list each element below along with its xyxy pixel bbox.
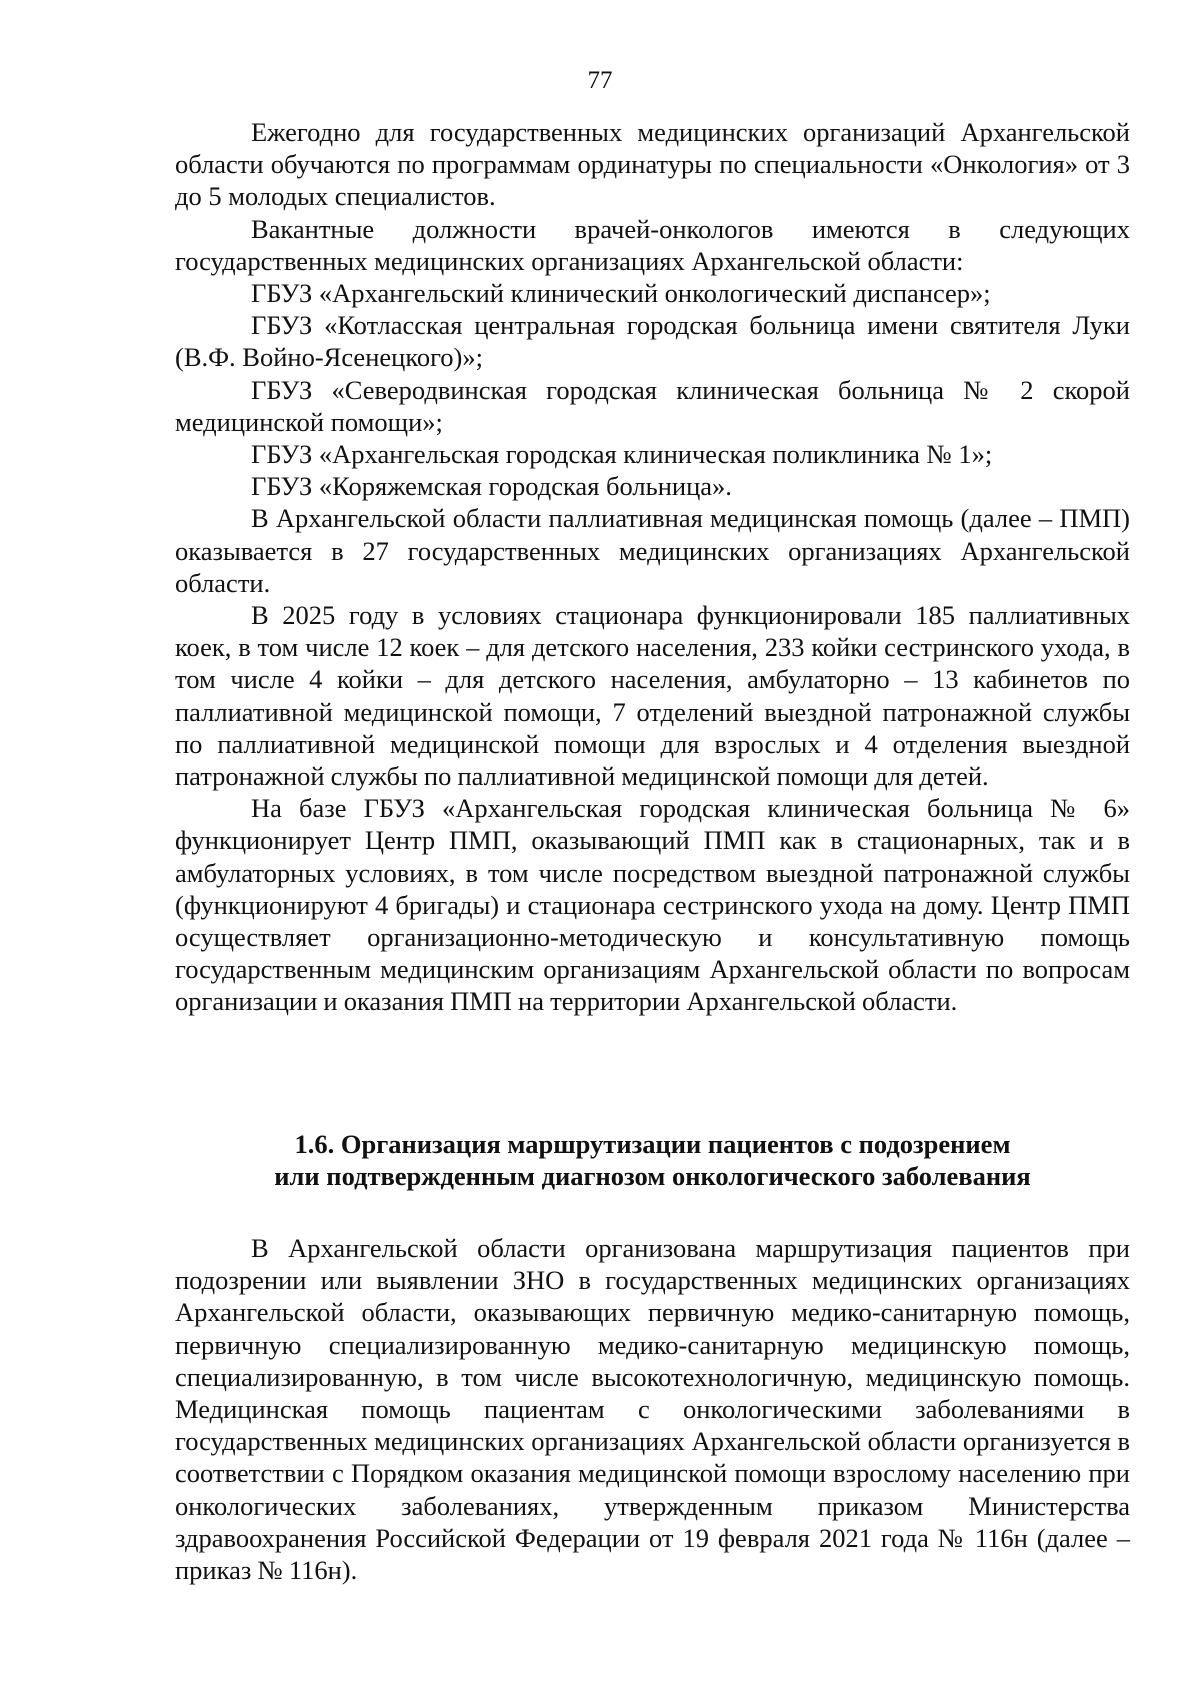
list-item-oncology-dispensary: ГБУЗ «Архангельский клинический онкологический диспансер»; (251, 278, 991, 309)
section-heading-line-1: 1.6. Организация маршрутизации пациентов с подозрением (294, 1129, 1011, 1159)
section-heading-line-2: или подтвержденным диагнозом онкологического заболевания (274, 1161, 1031, 1192)
paragraph-vacancies: Вакантные должности врачей-онкологов имеются в следующих государственных медицинских организациях Архангельской области: (175, 213, 1130, 276)
paragraph-pmp-center: На базе ГБУЗ «Архангельская городская клиническая больница № 6» функционирует Центр ПМП, оказывающий ПМП как в стационарных, так и в амбулаторных условиях, в том числе посредством выездной патронажной службы (функционируют 4 бригады) и стационара сестринского ухода на дому. Центр ПМП осуществляет организационно-методическую и консультативную помощь государственным медицинским организациям Архангельской области по вопросам организации и оказания ПМП на территории Архангельской области. (175, 793, 1130, 1017)
paragraph-residency: Ежегодно для государственных медицинских организаций Архангельской области обучаются по программам ординатуры по специальности «Онкология» от 3 до 5 молодых специалистов. (175, 117, 1130, 212)
list-item-koryazhma-hospital: ГБУЗ «Коряжемская городская больница». (251, 471, 732, 502)
paragraph-routing: В Архангельской области организована маршрутизация пациентов при подозрении или выявлении ЗНО в государственных медицинских организациях Архангельской области, оказывающих первичную медико-санитарную помощь, первичную специализированную медико-санитарную медицинскую помощь, специализированную, в том числе высокотехнологичную, медицинскую помощь. Медицинская помощь пациентам с онкологическими заболеваниями в государственных медицинских организациях Архангельской области организуется в соответствии с Порядком оказания медицинской помощи взрослому населению при онкологических заболеваниях, утвержденным приказом Министерства здравоохранения Российской Федерации от 19 февраля 2021 года № 116н (далее – приказ № 116н). (175, 1233, 1130, 1586)
list-item-arkhangelsk-polyclinic: ГБУЗ «Архангельская городская клиническая поликлиника № 1»; (251, 439, 993, 470)
paragraph-palliative-care: В Архангельской области паллиативная медицинская помощь (далее – ПМП) оказывается в 27 государственных медицинских организациях Архангельской области. (175, 503, 1130, 598)
paragraph-beds-2025: В 2025 году в условиях стационара функционировали 185 паллиативных коек, в том числе 12 коек – для детского населения, 233 койки сестринского ухода, в том числе 4 койки – для детского населения, амбулаторно – 13 кабинетов по паллиативной медицинской помощи, 7 отделений выездной патронажной службы по паллиативной медицинской помощи для взрослых и 4 отделения выездной патронажной службы по паллиативной медицинской помощи для детей. (175, 600, 1130, 792)
section-heading (175, 1128, 1130, 1192)
list-item-kotlas-hospital: ГБУЗ «Котласская центральная городская больница имени святителя Луки (В.Ф. Войно-Ясенецкого)»; (175, 310, 1130, 373)
page-number: 77 (587, 67, 613, 94)
text-block-top (175, 116, 1130, 1018)
list-item-severodvinsk-hospital: ГБУЗ «Северодвинская городская клиническая больница № 2 скорой медицинской помощи»; (175, 374, 1130, 437)
text-block-bottom (175, 1232, 1130, 1586)
